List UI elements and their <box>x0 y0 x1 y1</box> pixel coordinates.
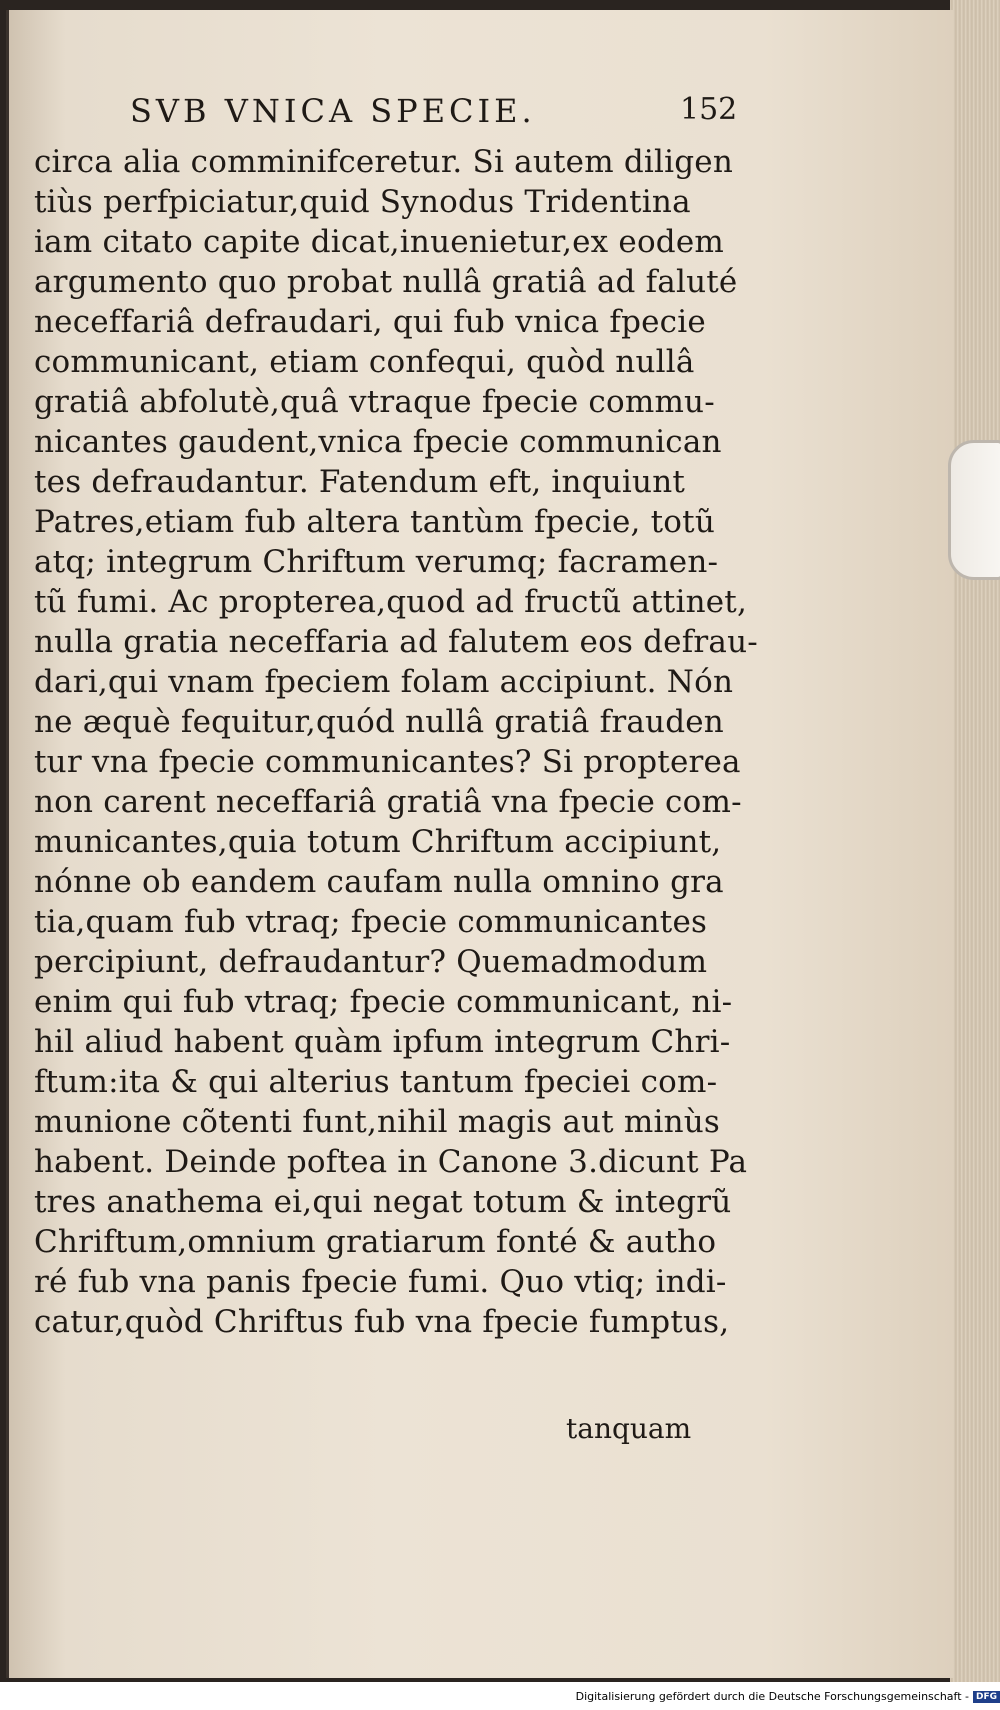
text-line: dari,qui vnam fpeciem folam accipiunt. Nón <box>34 664 734 700</box>
text-line: Chriftum,omnium gratiarum fonté & autho <box>34 1224 717 1260</box>
page-number: 152 <box>680 92 738 127</box>
running-head <box>34 92 754 142</box>
text-line: tiùs perfpiciatur,quid Synodus Tridentina <box>34 184 691 220</box>
text-line: munione cõtenti funt,nihil magis aut minùs <box>34 1104 721 1140</box>
text-line: tũ fumi. Ac propterea,quod ad fructũ attinet, <box>34 584 747 620</box>
text-line: ne æquè fequitur,quód nullâ gratiâ frauden <box>34 704 724 740</box>
text-line: communicant, etiam confequi, quòd nullâ <box>34 344 695 380</box>
text-line: tes defraudantur. Fatendum eft, inquiunt <box>34 464 686 500</box>
text-line: gratiâ abfolutè,quâ vtraque fpecie commu- <box>34 384 715 420</box>
text-line: hil aliud habent quàm ipfum integrum Chri- <box>34 1024 731 1060</box>
text-line: Patres,etiam fub altera tantùm fpecie, totũ <box>34 504 715 540</box>
body-text <box>34 142 758 1342</box>
text-line: non carent neceffariâ gratiâ vna fpecie com- <box>34 784 742 820</box>
footer-credit: Digitalisierung gefördert durch die Deutsche Forschungsgemeinschaft - <box>575 1690 969 1703</box>
digitization-footer <box>400 1690 1000 1710</box>
text-line: iam citato capite dicat,inuenietur,ex eodem <box>34 224 724 260</box>
text-line: percipiunt, defraudantur? Quemadmodum <box>34 944 708 980</box>
catchword: tanquam <box>566 1412 692 1445</box>
text-line: municantes,quia totum Chriftum accipiunt, <box>34 824 722 860</box>
text-line: neceffariâ defraudari, qui fub vnica fpecie <box>34 304 706 340</box>
text-line: atq; integrum Chriftum verumq; facramen- <box>34 544 719 580</box>
text-line: argumento quo probat nullâ gratiâ ad faluté <box>34 264 738 300</box>
text-block <box>34 92 758 1342</box>
text-line: habent. Deinde poftea in Canone 3.dicunt Pa <box>34 1144 748 1180</box>
text-line: catur,quòd Chriftus fub vna fpecie fumptus, <box>34 1304 730 1340</box>
text-line: ré fub vna panis fpecie fumi. Quo vtiq; indi- <box>34 1264 727 1300</box>
text-line: tres anathema ei,qui negat totum & integrũ <box>34 1184 732 1220</box>
text-line: circa alia comminifceretur. Si autem diligen <box>34 144 733 180</box>
text-line: nulla gratia neceffaria ad falutem eos defrau- <box>34 624 758 660</box>
text-line: enim qui fub vtraq; fpecie communicant, ni- <box>34 984 733 1020</box>
dfg-logo: DFG <box>973 1691 1000 1703</box>
page-edges <box>950 0 1000 1682</box>
book-clasp <box>948 440 1000 580</box>
text-line: nicantes gaudent,vnica fpecie communican <box>34 424 722 460</box>
text-line: tia,quam fub vtraq; fpecie communicantes <box>34 904 708 940</box>
text-line: tur vna fpecie communicantes? Si propterea <box>34 744 741 780</box>
running-title: SVB VNICA SPECIE. <box>130 92 536 130</box>
text-line: nónne ob eandem caufam nulla omnino gra <box>34 864 724 900</box>
text-line: ftum:ita & qui alterius tantum fpeciei com- <box>34 1064 718 1100</box>
